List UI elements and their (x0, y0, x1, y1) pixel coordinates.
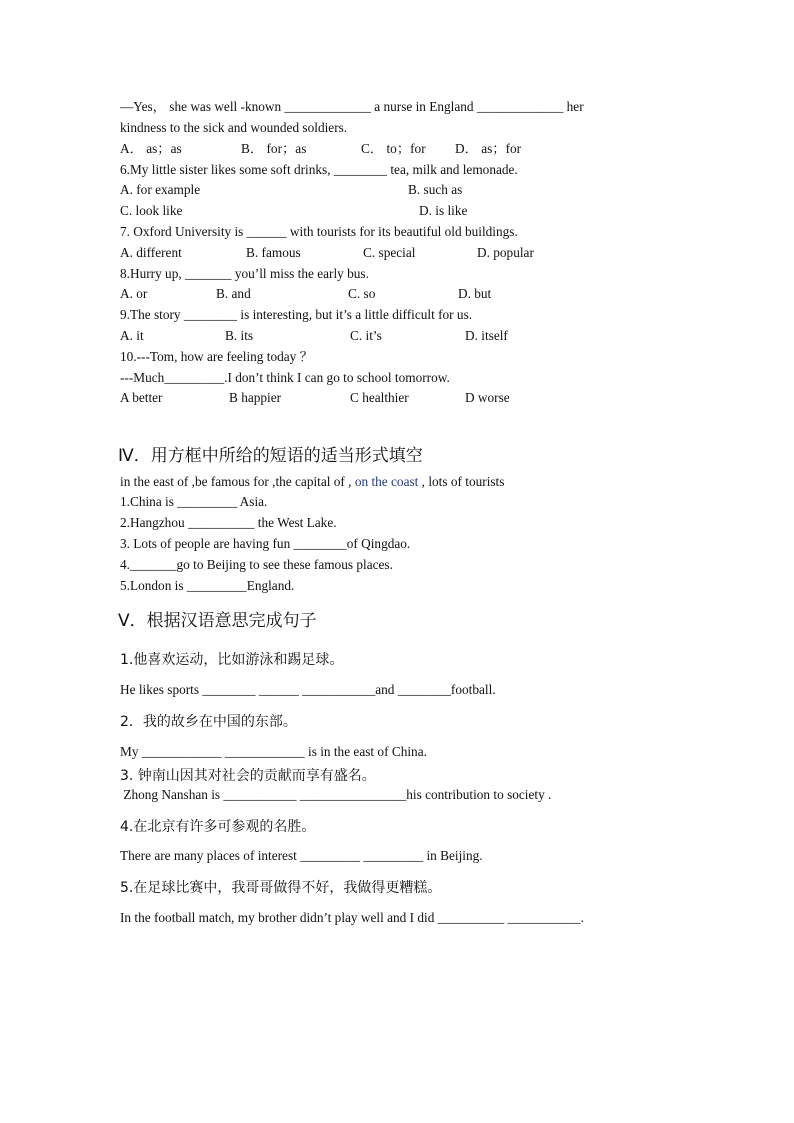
q7-option-c: C. special (363, 245, 416, 260)
q6-option-a: A. for example (120, 182, 201, 197)
q5-option-d: D． as；for (455, 141, 522, 156)
q7-option-a: A. different (120, 245, 182, 260)
section-5-item-3-chinese: 3. 钟南山因其对社会的贡献而享有盛名。 (120, 768, 376, 784)
q6-option-d: D. is like (419, 203, 468, 218)
q8-option-a: A. or (120, 286, 148, 301)
q7-stem: 7. Oxford University is ______ with tourists for its beautiful old buildings. (120, 224, 518, 239)
q7-option-d: D. popular (477, 245, 534, 260)
section-5-item-5-chinese: 5.在足球比赛中，我哥哥做得不好，我做得更糟糕。 (120, 880, 442, 896)
q8-option-d: D. but (458, 286, 492, 301)
q10-option-b: B happier (229, 390, 282, 405)
q9-option-b: B. its (225, 328, 254, 343)
q7-option-b: B. famous (246, 245, 301, 260)
section-4-item-2: 2.Hangzhou __________ the West Lake. (120, 515, 337, 530)
section-5-item-2-chinese: 2．我的故乡在中国的东部。 (120, 714, 297, 730)
q9-stem: 9.The story ________ is interesting, but it’s a little difficult for us. (120, 307, 473, 322)
q10-option-d: D worse (465, 390, 510, 405)
section-4-item-5: 5.London is _________England. (120, 578, 295, 593)
phrase-list-c: , lots of tourists (418, 474, 505, 489)
q8-option-b: B. and (216, 286, 251, 301)
q9-option-c: C. it’s (350, 328, 382, 343)
section-4-item-4: 4._______go to Beijing to see these famous places. (120, 557, 393, 572)
phrase-list-b: on the coast (351, 474, 419, 489)
q6-option-b: B. such as (408, 182, 463, 197)
q10-option-c: C healthier (350, 390, 409, 405)
section-5-item-1-chinese: 1.他喜欢运动，比如游泳和踢足球。 (120, 652, 344, 668)
section-5-item-2-english: My ____________ ____________ is in the east of China. (120, 744, 427, 759)
q6-stem: 6.My little sister likes some soft drinks, ________ tea, milk and lemonade. (120, 162, 518, 177)
q10-option-a: A better (120, 390, 163, 405)
phrase-list-a: in the east of ,be famous for ,the capital of , (120, 474, 352, 489)
section-5-heading: Ⅴ．根据汉语意思完成句子 (118, 611, 317, 631)
section-5-item-5-english: In the football match, my brother didn’t play well and I did __________ ___________. (120, 910, 584, 925)
q8-option-c: C. so (348, 286, 376, 301)
phrase-box (120, 474, 504, 490)
section-5-item-4-chinese: 4.在北京有许多可参观的名胜。 (120, 819, 316, 835)
q9-option-d: D. itself (465, 328, 508, 343)
section-4-item-1: 1.China is _________ Asia. (120, 494, 268, 509)
q5-option-a: A． as；as (120, 141, 182, 156)
q5-option-b: B． for；as (241, 141, 307, 156)
section-5-item-3-english: Zhong Nanshan is ___________ ________________his contribution to society . (120, 787, 552, 802)
q5-stem-line1: —Yes， she was well -known _____________ a nurse in England _____________ her (120, 99, 584, 114)
section-5-item-4-english: There are many places of interest _________ _________ in Beijing. (120, 848, 483, 863)
q5-stem-line2: kindness to the sick and wounded soldiers. (120, 120, 348, 135)
q10-reply: ---Much_________.I don’t think I can go to school tomorrow. (120, 370, 450, 385)
q9-option-a: A. it (120, 328, 144, 343)
q5-option-c: C． to；for (361, 141, 426, 156)
section-5-item-1-english: He likes sports ________ ______ ___________and ________football. (120, 682, 496, 697)
q6-option-c: C. look like (120, 203, 183, 218)
q10-stem: 10.---Tom, how are feeling today ？ (120, 349, 313, 364)
section-4-heading: Ⅳ．用方框中所给的短语的适当形式填空 (118, 446, 423, 466)
section-4-item-3: 3. Lots of people are having fun ________of Qingdao. (120, 536, 411, 551)
q8-stem: 8.Hurry up, _______ you’ll miss the early bus. (120, 266, 369, 281)
